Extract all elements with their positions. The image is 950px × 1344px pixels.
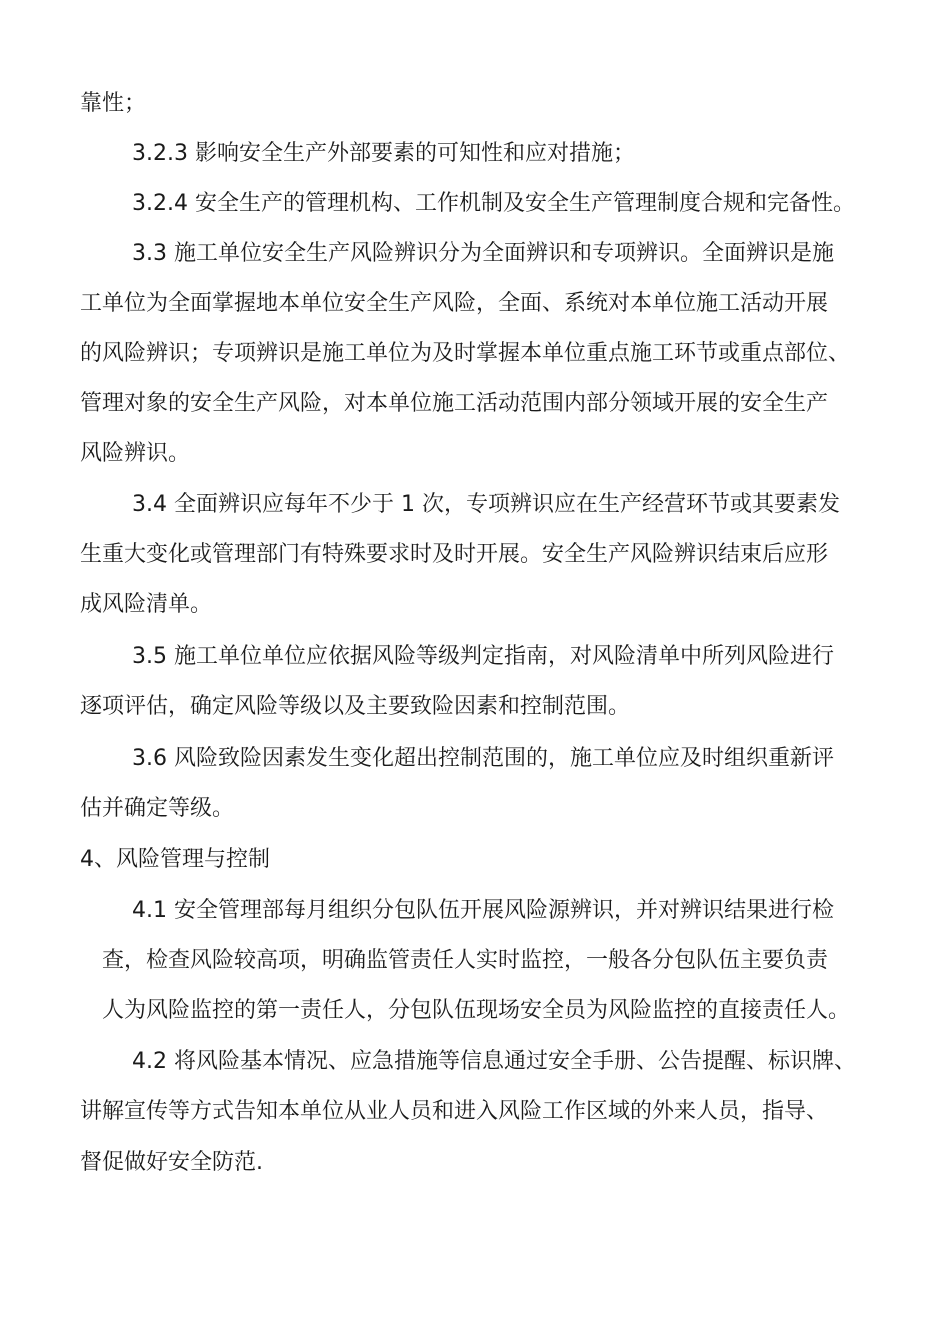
text-line: 3.5 施工单位单位应依据风险等级判定指南，对风险清单中所列风险进行 bbox=[132, 644, 834, 669]
text-line: 讲解宣传等方式告知本单位从业人员和进入风险工作区域的外来人员，指导、 bbox=[80, 1099, 829, 1124]
text-line: 3.2.4 安全生产的管理机构、工作机制及安全生产管理制度合规和完备性。 bbox=[132, 191, 855, 216]
text-line: 工单位为全面掌握地本单位安全生产风险，全面、系统对本单位施工活动开展 bbox=[80, 291, 829, 316]
text-line: 的风险辨识；专项辨识是施工单位为及时掌握本单位重点施工环节或重点部位、 bbox=[80, 341, 851, 366]
text-line: 3.3 施工单位安全生产风险辨识分为全面辨识和专项辨识。全面辨识是施 bbox=[132, 241, 834, 266]
text-line: 管理对象的安全生产风险，对本单位施工活动范围内部分领域开展的安全生产 bbox=[80, 391, 829, 416]
text-line: 成风险清单。 bbox=[80, 592, 213, 617]
text-line: 4.1 安全管理部每月组织分包队伍开展风险源辨识，并对辨识结果进行检 bbox=[132, 898, 834, 923]
text-line: 人为风险监控的第一责任人，分包队伍现场安全员为风险监控的直接责任人。 bbox=[102, 998, 851, 1023]
text-line: 3.4 全面辨识应每年不少于 1 次，专项辨识应在生产经营环节或其要素发 bbox=[132, 492, 840, 517]
text-line: 4.2 将风险基本情况、应急措施等信息通过安全手册、公告提醒、标识牌、 bbox=[132, 1049, 856, 1074]
text-line: 逐项评估，确定风险等级以及主要致险因素和控制范围。 bbox=[80, 694, 631, 719]
text-line: 查，检查风险较高项，明确监管责任人实时监控，一般各分包队伍主要负责 bbox=[102, 948, 829, 973]
section-heading: 4、风险管理与控制 bbox=[80, 847, 270, 872]
text-line: 3.2.3 影响安全生产外部要素的可知性和应对措施； bbox=[132, 141, 635, 166]
text-line: 风险辨识。 bbox=[80, 441, 191, 466]
text-line: 靠性； bbox=[80, 91, 147, 116]
text-line: 督促做好安全防范. bbox=[80, 1150, 263, 1175]
text-line: 生重大变化或管理部门有特殊要求时及时开展。安全生产风险辨识结束后应形 bbox=[80, 542, 829, 567]
text-line: 估并确定等级。 bbox=[80, 796, 235, 821]
text-line: 3.6 风险致险因素发生变化超出控制范围的，施工单位应及时组织重新评 bbox=[132, 746, 834, 771]
